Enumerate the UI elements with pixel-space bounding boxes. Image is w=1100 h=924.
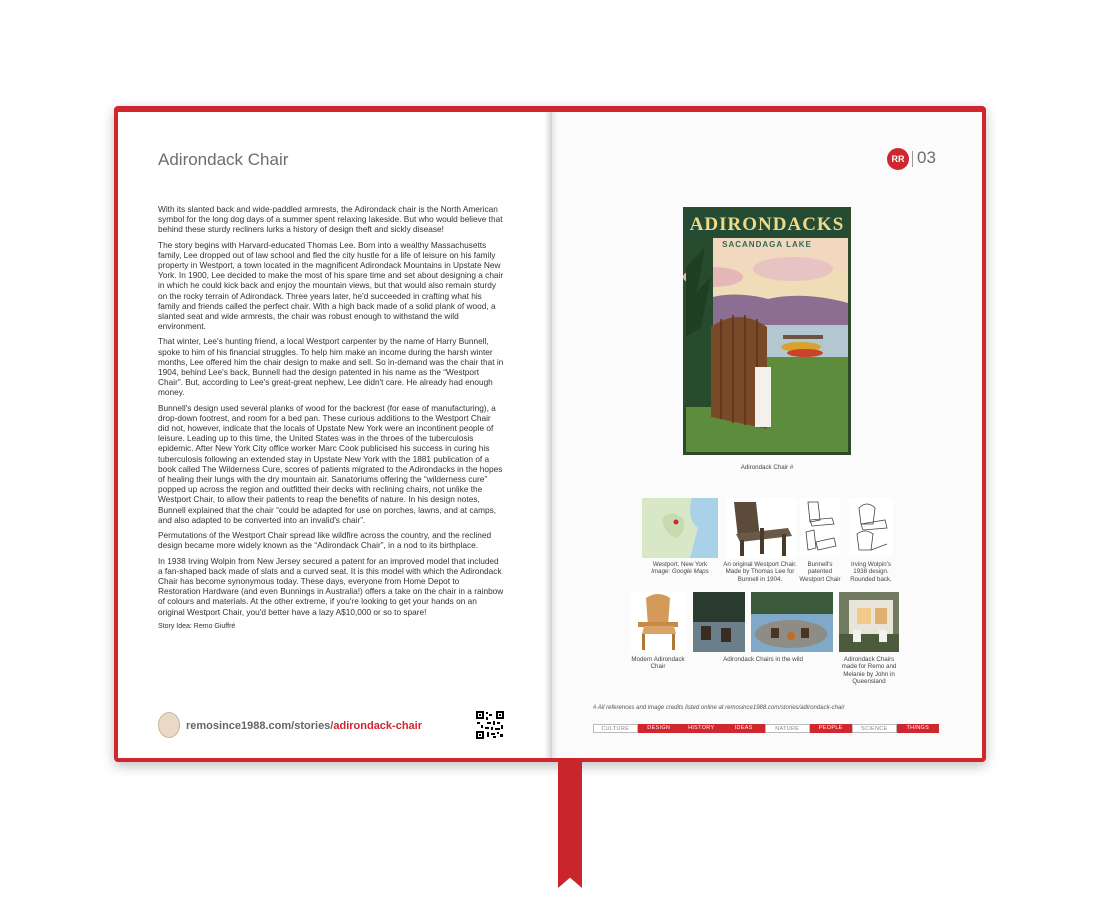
page-number-divider: [912, 151, 913, 167]
tag-science[interactable]: SCIENCE: [852, 724, 897, 733]
tag-people[interactable]: PEOPLE: [810, 724, 853, 733]
qr-code-icon[interactable]: [475, 710, 505, 740]
url-slug: adirondack-chair: [333, 720, 422, 732]
paragraph-wolpin: In 1938 Irving Wolpin from New Jersey secured a patent for an improved model that included a fan-shaped back made of slats and a curved seat. It is this model with which the Adirondack Chair has become synonymous today. These days, everyone from Home Depot to Restoration Hardware (and even Bunnings in Australia!) offers a take on the chair in a rainbow of colours and materials. At the other extreme, if you're looking to get your hands on an original Westport Chair, you'd better have a lazy A$10,000 or so to spare!: [158, 555, 504, 617]
caption-chairs-in-wild: Adirondack Chairs in the wild: [723, 656, 803, 663]
tag-things[interactable]: THINGS: [897, 724, 940, 733]
original-westport-chair-image: [726, 498, 796, 558]
story-credit: Story Idea: Remo Giuffré: [158, 622, 236, 630]
caption-westport-map: Westport, New York Image: Google Maps: [651, 561, 709, 576]
caption-bunnell-patent: Bunnell's patented Westport Chair: [799, 561, 841, 583]
poster-subtitle: SACANDAGA LAKE: [722, 240, 812, 249]
westport-map-image: [642, 498, 718, 558]
caption-map-credit: Image: Google Maps: [651, 568, 709, 576]
paragraph-thomas-lee: The story begins with Harvard-educated Thomas Lee. Born into a wealthy Massachusetts family, Lee dropped out of law school and fled the city hustle for a life of leisure on his family property in Westport, a town located in the magnificent Adirondack Mountains in Upstate New York. In 1900, Lee decided to make the most of his spare time and set about designing a chair in which he could kick back and enjoy the mountain views, but that would also remain sturdy on the rocky terrain of Adirondack. Three years later, he'd succeeded in crafting what his family and friends called the perfect chair. With a high back made of a solid plank of wood, a slanted seat and wide armrests, the chair was robust enough to withstand the wild environment.: [158, 239, 504, 332]
references-footnote: # All references and image credits listed online at remosince1988.com/stories/adirondack-chair: [593, 705, 845, 711]
caption-remo-melanie-chairs: Adirondack Chairs made for Remo and Melanie by John in Queensland: [841, 656, 897, 686]
book-spine: [544, 112, 558, 758]
article-title: Adirondack Chair: [158, 150, 289, 169]
tag-history[interactable]: HISTORY: [680, 724, 723, 733]
caption-wolpin-design: Irving Wolpin's 1938 design. Rounded back.: [850, 561, 892, 583]
caption-original-chair: An original Westport Chair. Made by Thomas Lee for Bunnell in 1904.: [723, 561, 797, 583]
caption-modern-chair: Modern Adirondack Chair: [631, 656, 685, 671]
bunnell-patent-drawing-image: [800, 498, 840, 556]
chairs-in-the-wild-image-2: [751, 592, 833, 652]
tag-design[interactable]: DESIGN: [638, 724, 681, 733]
chairs-in-the-wild-image-1: [693, 592, 745, 652]
paragraph-permutations: Permutations of the Westport Chair spread like wildfire across the country, and the reclined design became more widely known as the “Adirondack Chair”, in a nod to its birthplace.: [158, 530, 492, 551]
poster-title: ADIRONDACKS: [689, 214, 845, 235]
bookmark-ribbon: [558, 758, 582, 888]
paragraph-intro: With its slanted back and wide-paddled armrests, the Adirondack chair is the North American symbol for the long dog days of a summer spent relaxing lakeside. But who would believe that behind these sturdy recliners lurks a history of design theft and sickly disease!: [158, 204, 503, 235]
page-number: 03: [917, 148, 936, 167]
story-url[interactable]: [186, 720, 422, 732]
wolpin-patent-drawing-image: [849, 498, 893, 556]
article-body: [158, 204, 504, 632]
remo-mascot-logo: [158, 712, 180, 738]
modern-adirondack-chair-image: [630, 592, 686, 652]
paragraph-bunnell: That winter, Lee's hunting friend, a local Westport carpenter by the name of Harry Bunnell, spoke to him of his financial struggles. To help him make an income during the harsh winter months, Lee offered him the chair design to make and sell. So in-demand was the chair that in 1904, behind Lee's back, Bunnell had the design patented in his name as the “Westport Chair”. But, according to Lee's great-great nephew, Lee didn't care. He already had enough money.: [158, 336, 504, 398]
tag-nature[interactable]: NATURE: [765, 724, 810, 733]
remo-melanie-chairs-image: [839, 592, 899, 652]
tag-ideas[interactable]: IDEAS: [723, 724, 766, 733]
tag-culture[interactable]: CULTURE: [593, 724, 638, 733]
adirondacks-poster-image: [683, 207, 851, 455]
category-tag-bar: [593, 724, 939, 733]
paragraph-tuberculosis: Bunnell's design used several planks of wood for the backrest (for ease of manufacturing), a drop-down footrest, and room for a bed pan. These curious additions to the Westport Chair did not, however, indicate that the locals of Upstate New York were an incontinent people of leisure. Leading up to this time, the United States was in the throes of the tuberculosis epidemic. After New York City office worker Marc Cook publicised his success in curing his tuberculosis following an extended stay in Upstate New York with the 1881 publication of a book called The Wilderness Cure, scores of patients migrated to the Adirondacks in the hopes of healing their lungs with the dry mountain air. Sanatoriums offering the “wilderness cure” popped up across the region and outfitted their decks with reclining chairs, not unlike the Westport Chair, to allow their patients to reap the benefits of nature. In his design notes, Bunnell explained that the chair “could be adapted for use on porches, lawns, and at camps, and also adapted to be converted into an invalid's chair”.: [158, 402, 503, 525]
remo-brand-logo: RR: [887, 148, 909, 170]
poster-caption: Adirondack Chair #: [740, 464, 794, 471]
url-base: remosince1988.com/stories/: [186, 720, 334, 732]
